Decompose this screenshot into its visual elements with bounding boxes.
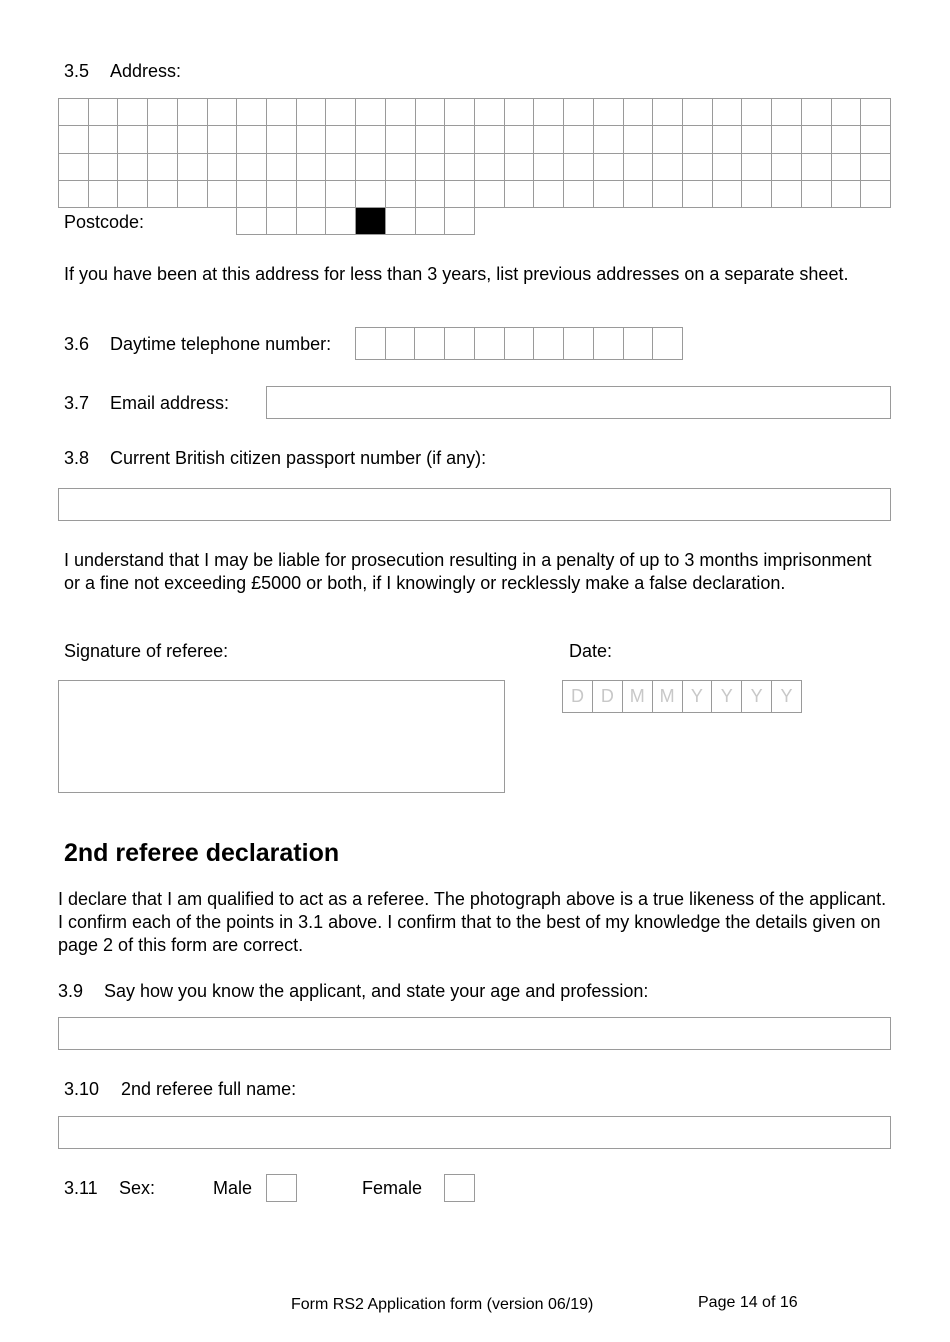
- address-cell[interactable]: [416, 126, 446, 153]
- q3-9-label: Say how you know the applicant, and state your age and profession:: [104, 981, 649, 1001]
- address-cell[interactable]: [534, 126, 564, 153]
- address-cell[interactable]: [861, 154, 891, 181]
- address-cell[interactable]: [208, 99, 238, 126]
- address-cell[interactable]: [148, 99, 178, 126]
- address-cell[interactable]: [802, 126, 832, 153]
- address-cell[interactable]: [267, 181, 297, 208]
- address-cell[interactable]: [208, 154, 238, 181]
- address-cell[interactable]: [386, 126, 416, 153]
- address-cell[interactable]: [445, 126, 475, 153]
- address-cell[interactable]: [624, 154, 654, 181]
- address-cell[interactable]: [59, 181, 89, 208]
- address-cell[interactable]: [118, 99, 148, 126]
- address-cell[interactable]: [772, 126, 802, 153]
- address-cell[interactable]: [713, 126, 743, 153]
- address-note: If you have been at this address for less than 3 years, list previous addresses on a separate sheet.: [64, 264, 849, 284]
- q3-5-number: 3.5: [64, 61, 90, 81]
- address-cell[interactable]: [832, 154, 862, 181]
- footer-page-number: Page 14 of 16: [698, 1294, 798, 1311]
- date-cell[interactable]: D: [593, 681, 623, 713]
- address-cell[interactable]: [802, 99, 832, 126]
- address-cell[interactable]: [326, 126, 356, 153]
- address-cell[interactable]: [416, 154, 446, 181]
- address-cell[interactable]: [772, 154, 802, 181]
- postcode-cell[interactable]: [237, 208, 267, 235]
- address-cell[interactable]: [505, 126, 535, 153]
- address-cell[interactable]: [356, 126, 386, 153]
- address-cell[interactable]: [653, 99, 683, 126]
- address-cell[interactable]: [267, 154, 297, 181]
- postcode-cell[interactable]: [326, 208, 356, 235]
- female-checkbox[interactable]: [444, 1174, 475, 1202]
- address-cell[interactable]: [237, 181, 267, 208]
- q3-11-number: 3.11: [64, 1178, 98, 1198]
- address-cell[interactable]: [832, 99, 862, 126]
- address-cell[interactable]: [564, 99, 594, 126]
- address-cell[interactable]: [861, 126, 891, 153]
- address-cell[interactable]: [89, 126, 119, 153]
- address-cell[interactable]: [178, 126, 208, 153]
- phone-cell[interactable]: [356, 328, 386, 360]
- address-cell[interactable]: [802, 154, 832, 181]
- phone-cell[interactable]: [415, 328, 445, 360]
- male-checkbox[interactable]: [266, 1174, 297, 1202]
- address-cell[interactable]: [386, 154, 416, 181]
- address-cell[interactable]: [475, 181, 505, 208]
- address-cell[interactable]: [564, 181, 594, 208]
- q3-7-number: 3.7: [64, 393, 90, 413]
- date-cell[interactable]: Y: [742, 681, 772, 713]
- address-cell[interactable]: [356, 181, 386, 208]
- address-cell[interactable]: [534, 181, 564, 208]
- address-cell[interactable]: [683, 126, 713, 153]
- male-label: Male: [213, 1178, 253, 1198]
- address-cell[interactable]: [772, 181, 802, 208]
- signature-label: Signature of referee:: [64, 641, 229, 661]
- address-cell[interactable]: [713, 154, 743, 181]
- postcode-cell[interactable]: [297, 208, 327, 235]
- address-cell[interactable]: [624, 181, 654, 208]
- date-cell[interactable]: D: [563, 681, 593, 713]
- address-cell[interactable]: [326, 99, 356, 126]
- address-cell[interactable]: [59, 154, 89, 181]
- address-cell[interactable]: [208, 126, 238, 153]
- address-cell[interactable]: [89, 154, 119, 181]
- phone-grid[interactable]: [355, 327, 683, 360]
- postcode-cell[interactable]: [356, 208, 386, 235]
- address-label: Address:: [110, 61, 182, 81]
- address-cell[interactable]: [59, 99, 89, 126]
- address-cell[interactable]: [178, 99, 208, 126]
- postcode-label: Postcode:: [64, 212, 145, 232]
- address-cell[interactable]: [534, 154, 564, 181]
- address-cell[interactable]: [386, 181, 416, 208]
- q3-6-number: 3.6: [64, 334, 90, 354]
- address-cell[interactable]: [475, 99, 505, 126]
- phone-cell[interactable]: [594, 328, 624, 360]
- address-cell[interactable]: [475, 154, 505, 181]
- address-cell[interactable]: [356, 99, 386, 126]
- address-cell[interactable]: [505, 181, 535, 208]
- address-cell[interactable]: [742, 181, 772, 208]
- address-cell[interactable]: [534, 99, 564, 126]
- address-cell[interactable]: [178, 154, 208, 181]
- female-label: Female: [362, 1178, 423, 1198]
- signature-box[interactable]: [58, 680, 505, 793]
- second-referee-declaration: I declare that I am qualified to act as a referee. The photograph above is a true likeness of the applicant. I confirm each of the points in 3.1 above. I confirm that to the best of my knowledge the details given on page 2 of this form are correct.: [58, 889, 887, 955]
- date-cell[interactable]: Y: [712, 681, 742, 713]
- address-cell[interactable]: [267, 126, 297, 153]
- address-cell[interactable]: [742, 154, 772, 181]
- phone-cell[interactable]: [505, 328, 535, 360]
- address-cell[interactable]: [505, 99, 535, 126]
- address-cell[interactable]: [832, 126, 862, 153]
- address-cell[interactable]: [564, 154, 594, 181]
- address-cell[interactable]: [416, 99, 446, 126]
- address-cell[interactable]: [475, 126, 505, 153]
- address-cell[interactable]: [653, 126, 683, 153]
- address-cell[interactable]: [118, 154, 148, 181]
- address-cell[interactable]: [237, 99, 267, 126]
- address-cell[interactable]: [326, 181, 356, 208]
- q3-10-label: 2nd referee full name:: [121, 1079, 297, 1099]
- address-cell[interactable]: [148, 126, 178, 153]
- address-cell[interactable]: [89, 181, 119, 208]
- address-cell[interactable]: [653, 154, 683, 181]
- address-cell[interactable]: [683, 181, 713, 208]
- address-cell[interactable]: [772, 99, 802, 126]
- second-referee-heading: 2nd referee declaration: [64, 839, 340, 867]
- date-label: Date:: [569, 641, 613, 661]
- postcode-grid[interactable]: [236, 207, 475, 235]
- date-cell[interactable]: M: [623, 681, 653, 713]
- address-cell[interactable]: [297, 154, 327, 181]
- phone-cell[interactable]: [653, 328, 683, 360]
- address-cell[interactable]: [297, 99, 327, 126]
- address-cell[interactable]: [683, 154, 713, 181]
- address-cell[interactable]: [118, 181, 148, 208]
- address-grid[interactable]: [58, 98, 891, 208]
- address-cell[interactable]: [89, 99, 119, 126]
- address-cell[interactable]: [267, 99, 297, 126]
- date-cell[interactable]: Y: [772, 681, 802, 713]
- postcode-cell[interactable]: [386, 208, 416, 235]
- date-cell[interactable]: Y: [683, 681, 713, 713]
- address-cell[interactable]: [208, 181, 238, 208]
- address-cell[interactable]: [624, 99, 654, 126]
- email-label: Email address:: [110, 393, 230, 413]
- address-cell[interactable]: [713, 99, 743, 126]
- address-cell[interactable]: [386, 99, 416, 126]
- address-cell[interactable]: [594, 181, 624, 208]
- postcode-cell[interactable]: [445, 208, 475, 235]
- address-cell[interactable]: [297, 126, 327, 153]
- address-cell[interactable]: [297, 181, 327, 208]
- phone-label: Daytime telephone number:: [110, 334, 332, 354]
- address-cell[interactable]: [505, 154, 535, 181]
- address-cell[interactable]: [178, 181, 208, 208]
- address-cell[interactable]: [237, 126, 267, 153]
- address-cell[interactable]: [861, 99, 891, 126]
- phone-cell[interactable]: [624, 328, 654, 360]
- phone-cell[interactable]: [386, 328, 416, 360]
- address-cell[interactable]: [802, 181, 832, 208]
- phone-cell[interactable]: [475, 328, 505, 360]
- address-cell[interactable]: [594, 154, 624, 181]
- email-field[interactable]: [266, 386, 891, 419]
- address-cell[interactable]: [237, 154, 267, 181]
- address-cell[interactable]: [416, 181, 446, 208]
- phone-cell[interactable]: [534, 328, 564, 360]
- address-cell[interactable]: [624, 126, 654, 153]
- address-cell[interactable]: [742, 99, 772, 126]
- address-cell[interactable]: [594, 99, 624, 126]
- address-cell[interactable]: [832, 181, 862, 208]
- address-cell[interactable]: [445, 154, 475, 181]
- address-cell[interactable]: [148, 154, 178, 181]
- address-cell[interactable]: [861, 181, 891, 208]
- prosecution-warning: I understand that I may be liable for prosecution resulting in a penalty of up to 3 months imprisonment or a fine not exceeding £5000 or both, if I knowingly or recklessly make a false declaration.: [64, 550, 872, 593]
- q3-8-number: 3.8: [64, 448, 90, 468]
- address-cell[interactable]: [713, 181, 743, 208]
- passport-field[interactable]: [58, 488, 891, 521]
- know-applicant-field[interactable]: [58, 1017, 891, 1050]
- address-cell[interactable]: [148, 181, 178, 208]
- phone-cell[interactable]: [445, 328, 475, 360]
- q3-9-number: 3.9: [58, 981, 84, 1001]
- address-cell[interactable]: [59, 126, 89, 153]
- address-cell[interactable]: [683, 99, 713, 126]
- address-cell[interactable]: [564, 126, 594, 153]
- address-cell[interactable]: [326, 154, 356, 181]
- sex-label: Sex:: [119, 1178, 156, 1198]
- address-cell[interactable]: [445, 181, 475, 208]
- address-cell[interactable]: [356, 154, 386, 181]
- address-cell[interactable]: [118, 126, 148, 153]
- postcode-cell[interactable]: [267, 208, 297, 235]
- address-cell[interactable]: [653, 181, 683, 208]
- postcode-cell[interactable]: [416, 208, 446, 235]
- address-cell[interactable]: [445, 99, 475, 126]
- full-name-field[interactable]: [58, 1116, 891, 1149]
- phone-cell[interactable]: [564, 328, 594, 360]
- address-cell[interactable]: [594, 126, 624, 153]
- q3-10-number: 3.10: [64, 1079, 100, 1099]
- date-cell[interactable]: M: [653, 681, 683, 713]
- address-cell[interactable]: [742, 126, 772, 153]
- footer-form-version: Form RS2 Application form (version 06/19): [291, 1296, 594, 1313]
- date-grid[interactable]: [562, 680, 802, 713]
- passport-label: Current British citizen passport number (if any):: [110, 448, 487, 468]
